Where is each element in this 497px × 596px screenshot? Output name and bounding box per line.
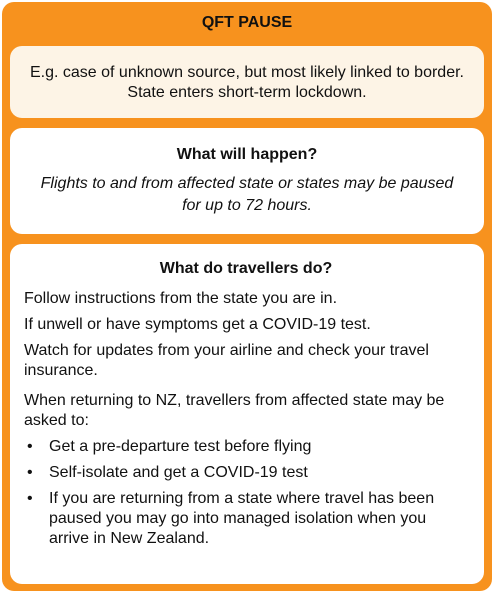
list-item xyxy=(24,437,468,457)
what-will-happen-text: Flights to and from affected state or states may be paused for up to 72 hours. xyxy=(40,175,454,214)
list-item xyxy=(24,463,468,483)
travellers-box xyxy=(10,244,484,584)
instruction-airline: Watch for updates from your airline and check your travel insurance. xyxy=(24,342,429,379)
what-will-happen-box xyxy=(10,128,484,234)
example-text: E.g. case of unknown source, but most likely linked to border. State enters short-term lockdown. xyxy=(29,64,464,101)
card-title: QFT PAUSE xyxy=(201,14,293,31)
bullet-icon: • xyxy=(27,490,33,507)
list-item-text: Get a pre-departure test before flying xyxy=(49,438,312,455)
qft-pause-card xyxy=(2,2,492,591)
returning-list xyxy=(24,437,468,549)
what-will-happen-heading: What will happen? xyxy=(176,146,318,163)
list-item-text: Self-isolate and get a COVID-19 test xyxy=(49,464,308,481)
list-item-text: If you are returning from a state where travel has been paused you may go into managed isolation when you arrive in New Zealand. xyxy=(49,490,435,547)
list-item xyxy=(24,489,468,549)
instruction-test: If unwell or have symptoms get a COVID-19 test. xyxy=(24,316,371,333)
example-box xyxy=(10,46,484,118)
travellers-heading: What do travellers do? xyxy=(159,260,333,277)
bullet-icon: • xyxy=(27,438,33,455)
returning-intro: When returning to NZ, travellers from affected state may be asked to: xyxy=(24,392,445,429)
bullet-icon: • xyxy=(27,464,33,481)
instruction-state: Follow instructions from the state you are in. xyxy=(24,290,338,307)
